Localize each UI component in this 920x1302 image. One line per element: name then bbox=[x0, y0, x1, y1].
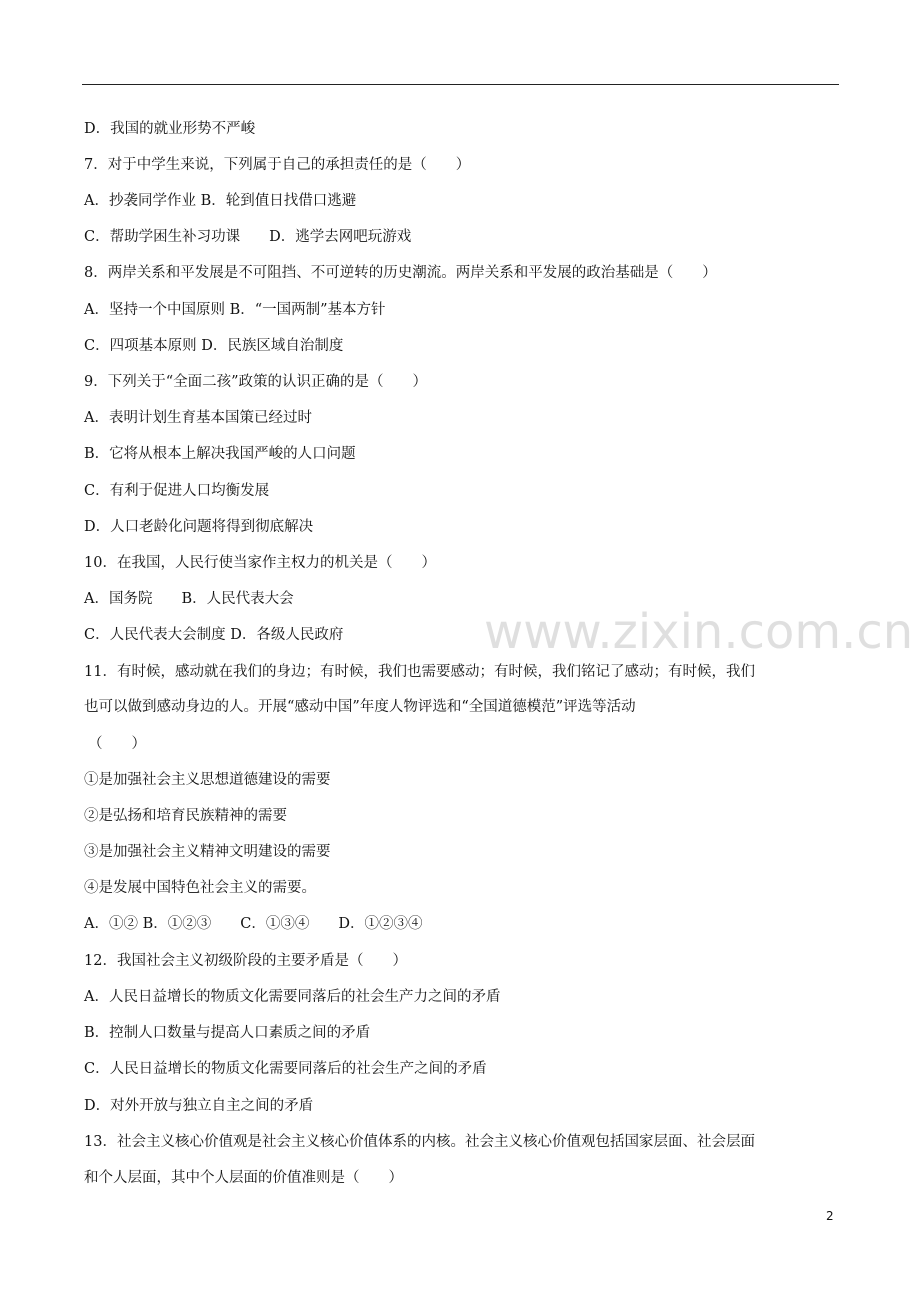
question-9: 9．下列关于“全面二孩”政策的认识正确的是（ ） bbox=[84, 374, 428, 390]
question-10: 10．在我国，人民行使当家作主权力的机关是（ ） bbox=[84, 555, 436, 571]
text-line: C．有利于促进人口均衡发展 bbox=[84, 483, 270, 499]
question-12: 12．我国社会主义初级阶段的主要矛盾是（ ） bbox=[84, 953, 407, 969]
header-rule bbox=[82, 84, 839, 85]
text-line: C．四项基本原则 D．民族区域自治制度 bbox=[84, 338, 344, 354]
text-line: C．人民代表大会制度 D．各级人民政府 bbox=[84, 627, 344, 643]
text-line: A．人民日益增长的物质文化需要同落后的社会生产力之间的矛盾 bbox=[84, 989, 501, 1005]
question-8: 8．两岸关系和平发展是不可阻挡、不可逆转的历史潮流。两岸关系和平发展的政治基础是（ ） bbox=[84, 265, 717, 281]
text-line: B．它将从根本上解决我国严峻的人口问题 bbox=[84, 446, 356, 462]
text-line: C．帮助学困生补习功课 D．逃学去网吧玩游戏 bbox=[84, 229, 412, 245]
text-line: D．人口老龄化问题将得到彻底解决 bbox=[84, 519, 314, 535]
answer-blank: （ ） bbox=[88, 736, 146, 752]
text-line: ②是弘扬和培育民族精神的需要 bbox=[84, 808, 287, 824]
text-line: D．我国的就业形势不严峻 bbox=[84, 121, 256, 137]
text-line: A．抄袭同学作业 B．轮到值日找借口逃避 bbox=[84, 193, 357, 209]
watermark: www.zixin.com.cn bbox=[484, 604, 914, 660]
text-line: A．①② B．①②③ C．①③④ D．①②③④ bbox=[84, 916, 423, 932]
text-line: B．控制人口数量与提高人口素质之间的矛盾 bbox=[84, 1025, 371, 1041]
text-line: 也可以做到感动身边的人。开展“感动中国”年度人物评选和“全国道德模范”评选等活动 bbox=[84, 699, 636, 715]
text-line: C．人民日益增长的物质文化需要同落后的社会生产之间的矛盾 bbox=[84, 1061, 487, 1077]
text-line: A．表明计划生育基本国策已经过时 bbox=[84, 410, 312, 426]
text-line: A．国务院 B．人民代表大会 bbox=[84, 591, 294, 607]
text-line: ④是发展中国特色社会主义的需要。 bbox=[84, 880, 316, 896]
question-11: 11．有时候，感动就在我们的身边；有时候，我们也需要感动；有时候，我们铭记了感动；有时候，我们 bbox=[84, 664, 755, 680]
text-line: D．对外开放与独立自主之间的矛盾 bbox=[84, 1098, 314, 1114]
question-7: 7．对于中学生来说，下列属于自己的承担责任的是（ ） bbox=[84, 157, 471, 173]
text-line: A．坚持一个中国原则 B．“一国两制”基本方针 bbox=[84, 302, 386, 318]
page-number: 2 bbox=[826, 1209, 834, 1223]
text-line: ①是加强社会主义思想道德建设的需要 bbox=[84, 772, 331, 788]
text-line: 和个人层面，其中个人层面的价值准则是（ ） bbox=[84, 1170, 403, 1186]
text-line: ③是加强社会主义精神文明建设的需要 bbox=[84, 844, 331, 860]
question-13: 13．社会主义核心价值观是社会主义核心价值体系的内核。社会主义核心价值观包括国家层面、社会层面 bbox=[84, 1134, 755, 1150]
